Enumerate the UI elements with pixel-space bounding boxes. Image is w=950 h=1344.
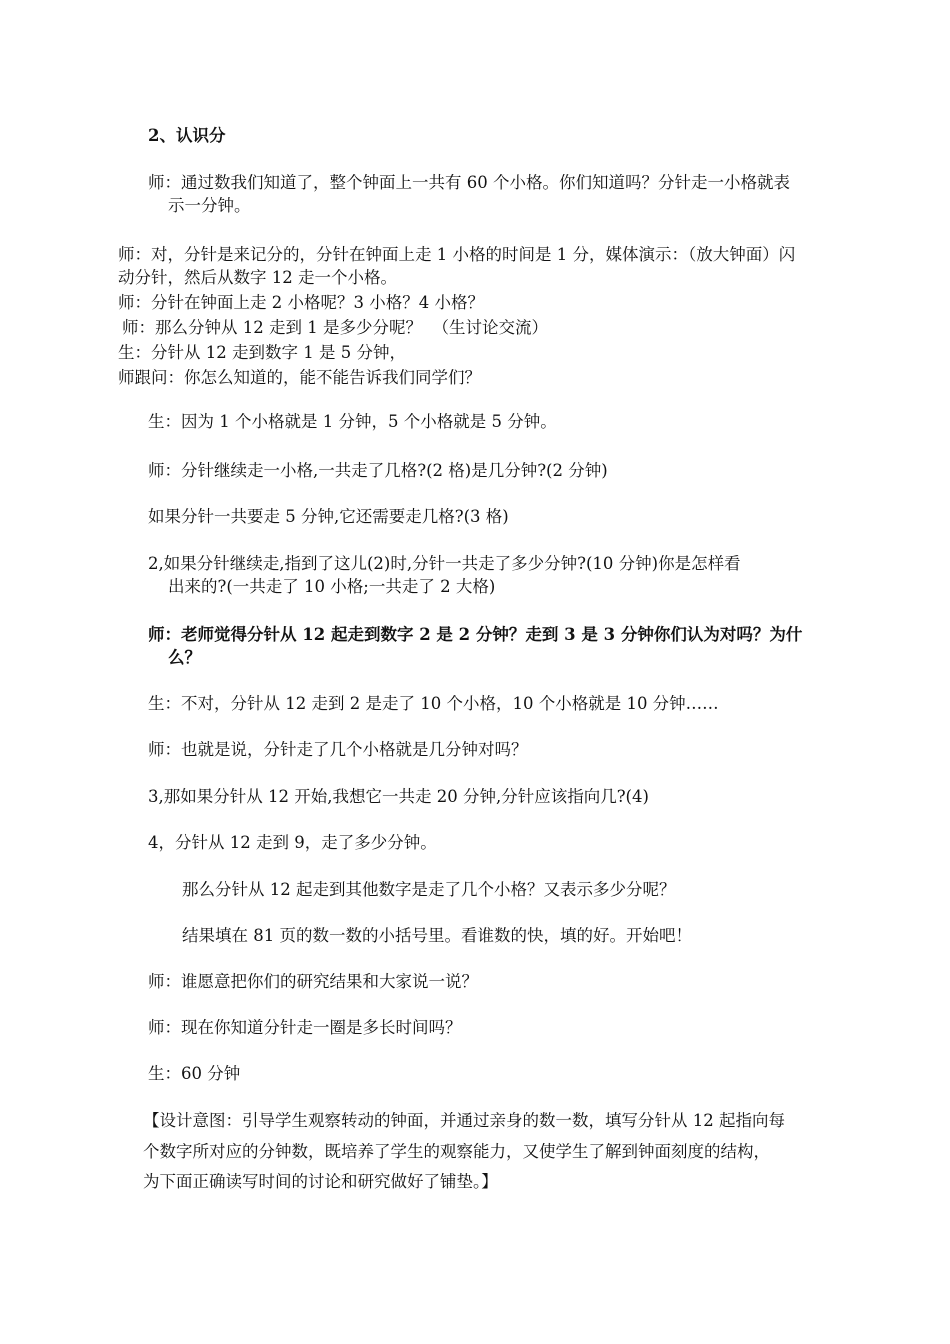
paragraph-line: 结果填在 81 页的数一数的小括号里。看谁数的快，填的好。开始吧！ — [182, 926, 692, 945]
paragraph-line: 师：分针继续走一小格,一共走了几格?(2 格)是几分钟?(2 分钟) — [148, 461, 608, 480]
paragraph-line: 师：对，分针是来记分的，分针在钟面上走 1 小格的时间是 1 分，媒体演示：（放大钟面）闪 — [118, 245, 796, 264]
design-intent-line: 为下面正确读写时间的讨论和研究做好了铺垫。】 — [143, 1172, 498, 1191]
paragraph-line: 师跟问：你怎么知道的，能不能告诉我们同学们？ — [118, 368, 481, 387]
paragraph-line: 生：分针从 12 走到数字 1 是 5 分钟， — [118, 343, 406, 362]
paragraph-line: 那么分针从 12 起走到其他数字是走了几个小格？又表示多少分呢？ — [182, 880, 676, 899]
design-intent-line: 【设计意图：引导学生观察转动的钟面，并通过亲身的数一数，填写分针从 12 起指向每 — [143, 1111, 785, 1130]
bold-question-line: 师：老师觉得分针从 12 起走到数字 2 是 2 分钟？走到 3 是 3 分钟你们认为对吗？为什 — [148, 625, 803, 644]
paragraph-line: 示一分钟。 — [168, 196, 251, 215]
paragraph-line: 4，分针从 12 走到 9，走了多少分钟。 — [148, 833, 437, 852]
paragraph-line: 2,如果分针继续走,指到了这儿(2)时,分针一共走了多少分钟?(10 分钟)你是怎样看 — [148, 554, 741, 573]
paragraph-line: 如果分针一共要走 5 分钟,它还需要走几格?(3 格) — [148, 507, 509, 526]
paragraph-line: 动分针，然后从数字 12 走一个小格。 — [118, 268, 397, 287]
paragraph-line: 生：60 分钟 — [148, 1064, 241, 1083]
paragraph-line: 师：通过数我们知道了，整个钟面上一共有 60 个小格。你们知道吗？分针走一小格就表 — [148, 173, 790, 192]
paragraph-line: 3,那如果分针从 12 开始,我想它一共走 20 分钟,分针应该指向几?(4) — [148, 787, 649, 806]
paragraph-line: 师：也就是说，分针走了几个小格就是几分钟对吗？ — [148, 740, 528, 759]
bold-question-line: 么？ — [168, 648, 201, 667]
paragraph-line: 师：分针在钟面上走 2 小格呢？3 小格？4 小格？ — [118, 293, 484, 312]
paragraph-line: 生：因为 1 个小格就是 1 分钟，5 个小格就是 5 分钟。 — [148, 412, 557, 431]
design-intent-line: 个数字所对应的分钟数，既培养了学生的观察能力，又使学生了解到钟面刻度的结构， — [143, 1142, 770, 1161]
section-heading: 2、认识分 — [148, 126, 226, 145]
paragraph-line: 出来的?(一共走了 10 小格;一共走了 2 大格) — [168, 577, 496, 596]
paragraph-line: 师：现在你知道分针走一圈是多长时间吗？ — [148, 1018, 462, 1037]
paragraph-line: 师：谁愿意把你们的研究结果和大家说一说？ — [148, 972, 478, 991]
paragraph-line: 师：那么分钟从 12 走到 1 是多少分呢？ （生讨论交流） — [122, 318, 548, 337]
paragraph-line: 生：不对，分针从 12 走到 2 是走了 10 个小格，10 个小格就是 10 分钟…… — [148, 694, 719, 713]
